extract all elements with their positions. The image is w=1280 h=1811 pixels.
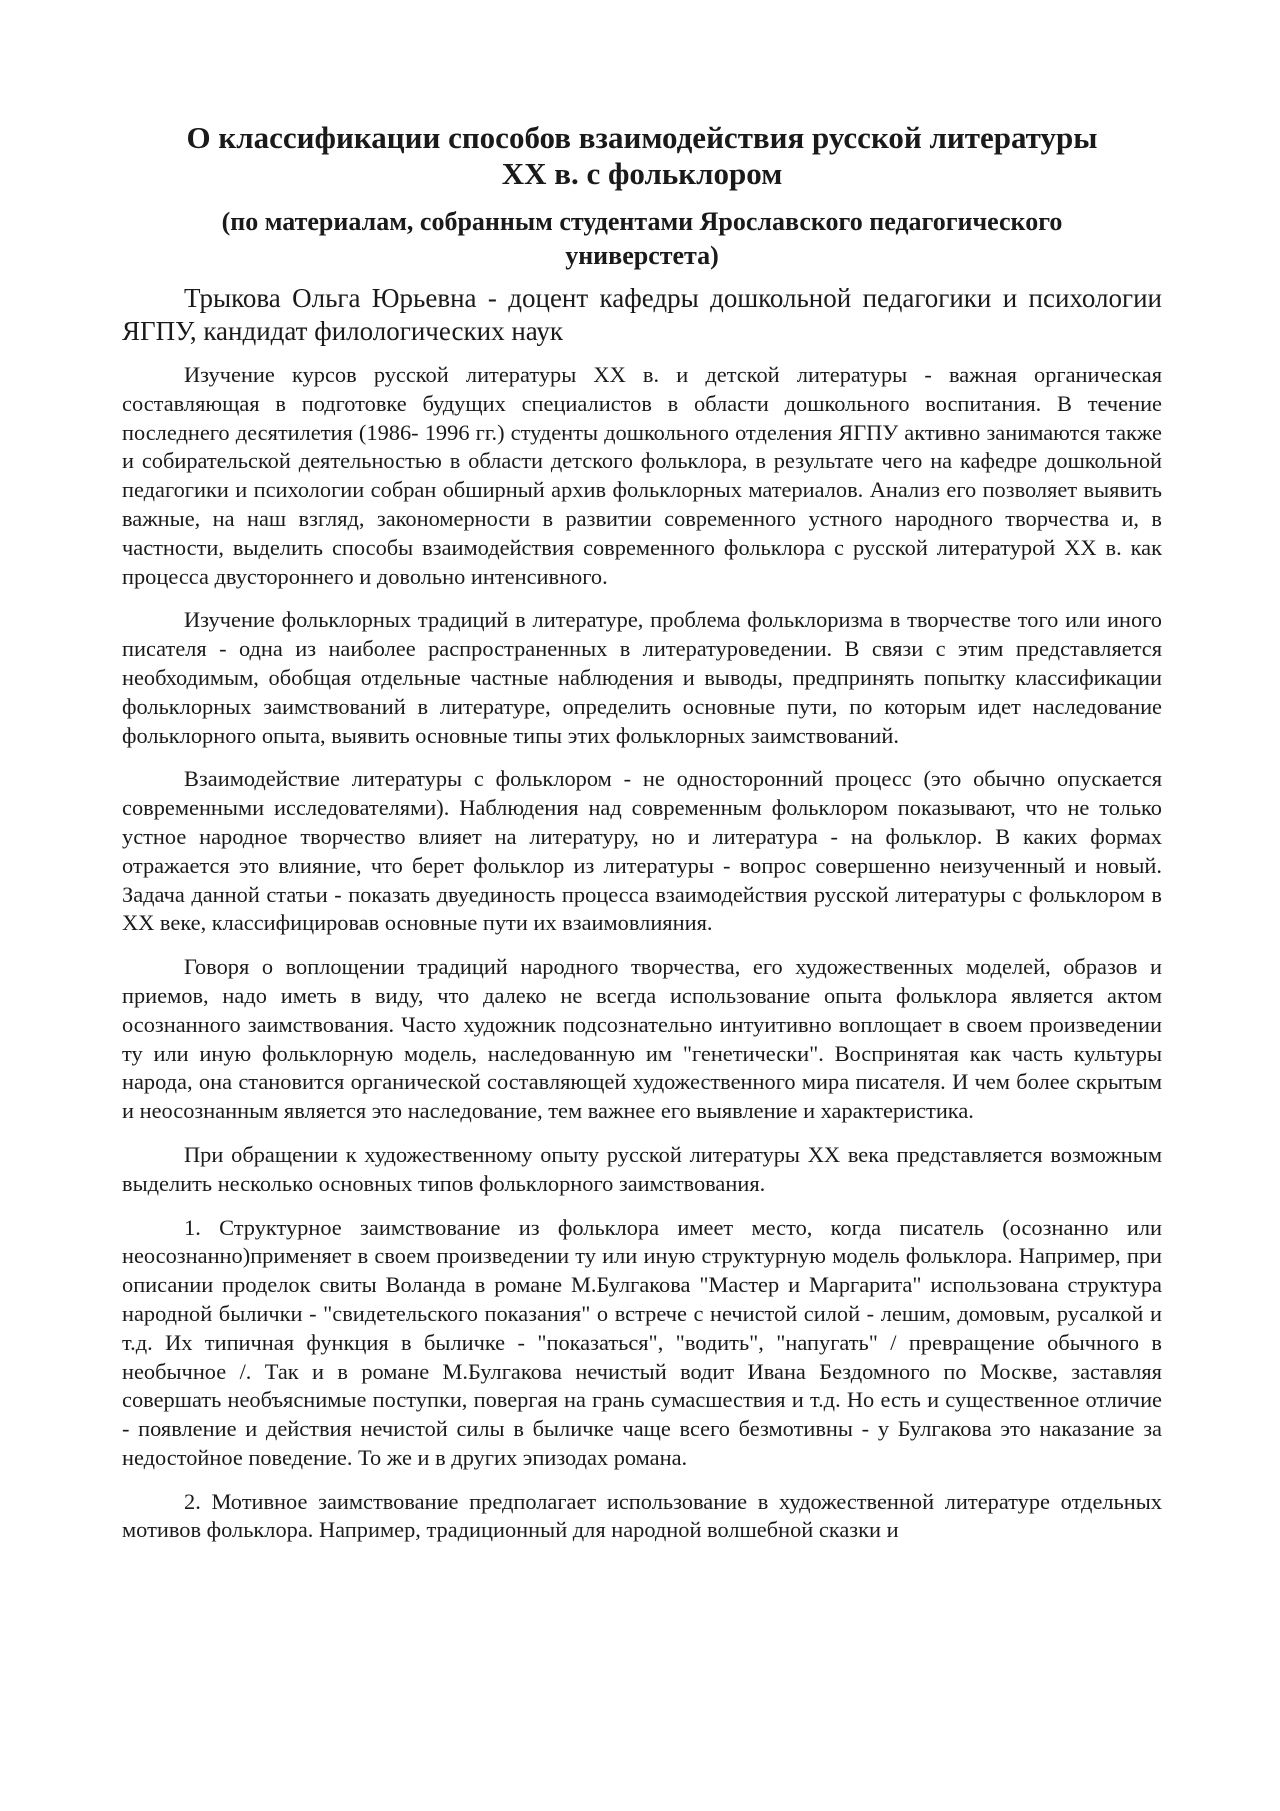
paragraph-7: 2. Мотивное заимствование предполагает использование в художественной литературе отдельных мотивов фольклора. Например, традиционный для народной волшебной сказки и <box>122 1488 1162 1543</box>
paragraph-2: Изучение фольклорных традиций в литературе, проблема фольклоризма в творчестве того или иного писателя - одна из наиболее распространенных в литературоведении. В связи с этим представляется необходимым, обобщая отдельные частные наблюдения и выводы, предпринять попытку классификации фольклорных заимствований в литературе, определить основные пути, по которым идет наследование фольклорного опыта, выявить основные типы этих фольклорных заимствований. <box>122 607 1162 748</box>
paragraph-5: При обращении к художественному опыту русской литературы XX века представляется возможным выделить несколько основных типов фольклорного заимствования. <box>122 1141 1162 1196</box>
article-title-line-2: XX в. с фольклором <box>501 156 783 191</box>
article-title-line-1: О классификации способов взаимодействия русской литературы <box>186 120 1098 155</box>
article-subtitle-line-2: универстета) <box>565 241 719 270</box>
article-subtitle-line-1: (по материалам, собранным студентами Ярославского педагогического <box>221 207 1063 236</box>
paragraph-1: Изучение курсов русской литературы XX в. и детской литературы - важная органическая составляющая в подготовке будущих специалистов в области дошкольного воспитания. В течение последнего десятилетия (1986- 1996 гг.) студенты дошкольного отделения ЯГПУ активно занимаются также и собирательской деятельностью в области детского фольклора, в результате чего на кафедре дошкольной педагогики и психологии собран обширный архив фольклорных материалов. Анализ его позволяет выявить важные, на наш взгляд, закономерности в развитии современного устного народного творчества и, в частности, выделить способы взаимодействия современного фольклора с русской литературой XX в. как процесса двустороннего и довольно интенсивного. <box>122 362 1162 589</box>
paragraph-6: 1. Структурное заимствование из фольклора имеет место, когда писатель (осознанно или неосознанно)применяет в своем произведении ту или иную структурную модель фольклора. Например, при описании проделок свиты Воланда в романе М.Булгакова "Мастер и Маргарита" использована структура народной былички - "свидетельского показания" о встрече с нечистой силой - лешим, домовым, русалкой и т.д. Их типичная функция в быличке - "показаться", "водить", "напугать" / превращение обычного в необычное /. Так и в романе М.Булгакова нечистый водит Ивана Бездомного по Москве, заставляя совершать необъяснимые поступки, повергая на грань сумасшествия и т.д. Но есть и существенное отличие - появление и действия нечистой силы в быличке чаще всего безмотивны - у Булгакова это наказание за недостойное поведение. То же и в других эпизодах романа. <box>122 1214 1162 1470</box>
author-line: Трыкова Ольга Юрьевна - доцент кафедры дошкольной педагогики и психологии ЯГПУ, кандидат филологических наук <box>122 283 1162 346</box>
document-page <box>122 120 1162 1811</box>
article-title <box>122 120 1162 192</box>
article-subtitle <box>122 205 1162 273</box>
paragraph-4: Говоря о воплощении традиций народного творчества, его художественных моделей, образов и приемов, надо иметь в виду, что далеко не всегда использование опыта фольклора является актом осознанного заимствования. Часто художник подсознательно интуитивно воплощает в своем произведении ту или иную фольклорную модель, наследованную им "генетически". Воспринятая как часть культуры народа, она становится органической составляющей художественного мира писателя. И чем более скрытым и неосознанным является это наследование, тем важнее его выявление и характеристика. <box>122 954 1162 1124</box>
paragraph-3: Взаимодействие литературы с фольклором - не односторонний процесс (это обычно опускается современными исследователями). Наблюдения над современным фольклором показывают, что не только устное народное творчество влияет на литературу, но и литература - на фольклор. В каких формах отражается это влияние, что берет фольклор из литературы - вопрос совершенно неизученный и новый. Задача данной статьи - показать двуединость процесса взаимодействия русской литературы с фольклором в XX веке, классифицировав основные пути их взаимовлияния. <box>122 766 1162 936</box>
